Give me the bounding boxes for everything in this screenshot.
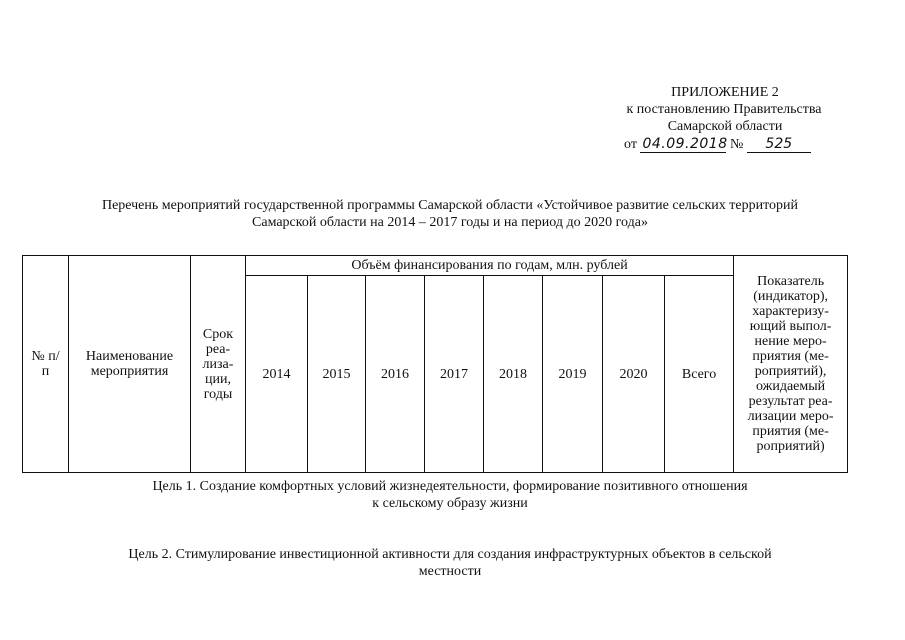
appendix-decree-line: к постановлению Правительства: [626, 102, 822, 117]
term-line: ции,: [205, 371, 231, 387]
handwritten-date: 04.09.2018: [642, 136, 728, 152]
term-line: реа-: [205, 341, 231, 357]
header-total: Всего: [665, 276, 734, 473]
header-term: [191, 256, 246, 473]
header-name: [69, 256, 191, 473]
term-line: годы: [203, 386, 233, 402]
header-name-label: Наименование мероприятия: [85, 349, 174, 379]
header-year: 2019: [543, 276, 603, 473]
header-year: 2016: [366, 276, 425, 473]
indicator-line: лизации меро-: [747, 409, 834, 424]
header-year: 2015: [308, 276, 366, 473]
indicator-line: приятия (ме-: [752, 424, 829, 439]
indicator-line: Показатель: [757, 274, 825, 289]
measures-table: [22, 255, 848, 473]
goal-2-line-2: местности: [418, 564, 482, 579]
indicator-line: ющий выпол-: [749, 319, 832, 334]
goal-2-line-1: Цель 2. Стимулирование инвестиционной активности для создания инфраструктурных объектов в сельской: [128, 547, 772, 562]
goal-1-line-1: Цель 1. Создание комфортных условий жизнедеятельности, формирование позитивного отношения: [152, 479, 748, 494]
header-year: 2014: [246, 276, 308, 473]
document-title-line-2: Самарской области на 2014 – 2017 годы и на период до 2020 года»: [252, 215, 648, 230]
number-sign: №: [729, 137, 744, 152]
handwritten-number: 525: [747, 136, 811, 153]
indicator-line: результат реа-: [748, 394, 833, 409]
indicator-line: роприятий): [756, 439, 825, 454]
document-title-line-1: Перечень мероприятий государственной программы Самарской области «Устойчивое развитие сельских территорий: [101, 198, 799, 213]
appendix-date-row: [624, 136, 834, 153]
indicator-line: характеризу-: [752, 304, 829, 319]
header-number-label: № п/п: [31, 349, 60, 379]
header-year: 2020: [603, 276, 665, 473]
goal-1-line-2: к сельскому образу жизни: [372, 496, 528, 511]
term-line: Срок: [202, 326, 234, 342]
term-line: лиза-: [202, 356, 234, 372]
header-indicator: [734, 256, 848, 473]
appendix-title: ПРИЛОЖЕНИЕ 2: [671, 85, 779, 100]
indicator-line: (индикатор),: [753, 289, 828, 304]
from-label: от: [624, 137, 637, 152]
header-year: 2018: [484, 276, 543, 473]
header-number: [23, 256, 69, 473]
indicator-line: роприятий),: [754, 364, 827, 379]
header-year: 2017: [425, 276, 484, 473]
indicator-line: ожидаемый: [756, 379, 826, 394]
indicator-line: приятия (ме-: [752, 349, 829, 364]
indicator-line: нение меро-: [754, 334, 827, 349]
appendix-region-line: Самарской области: [667, 119, 783, 134]
header-funding-group: Объём финансирования по годам, млн. рублей: [246, 256, 734, 276]
